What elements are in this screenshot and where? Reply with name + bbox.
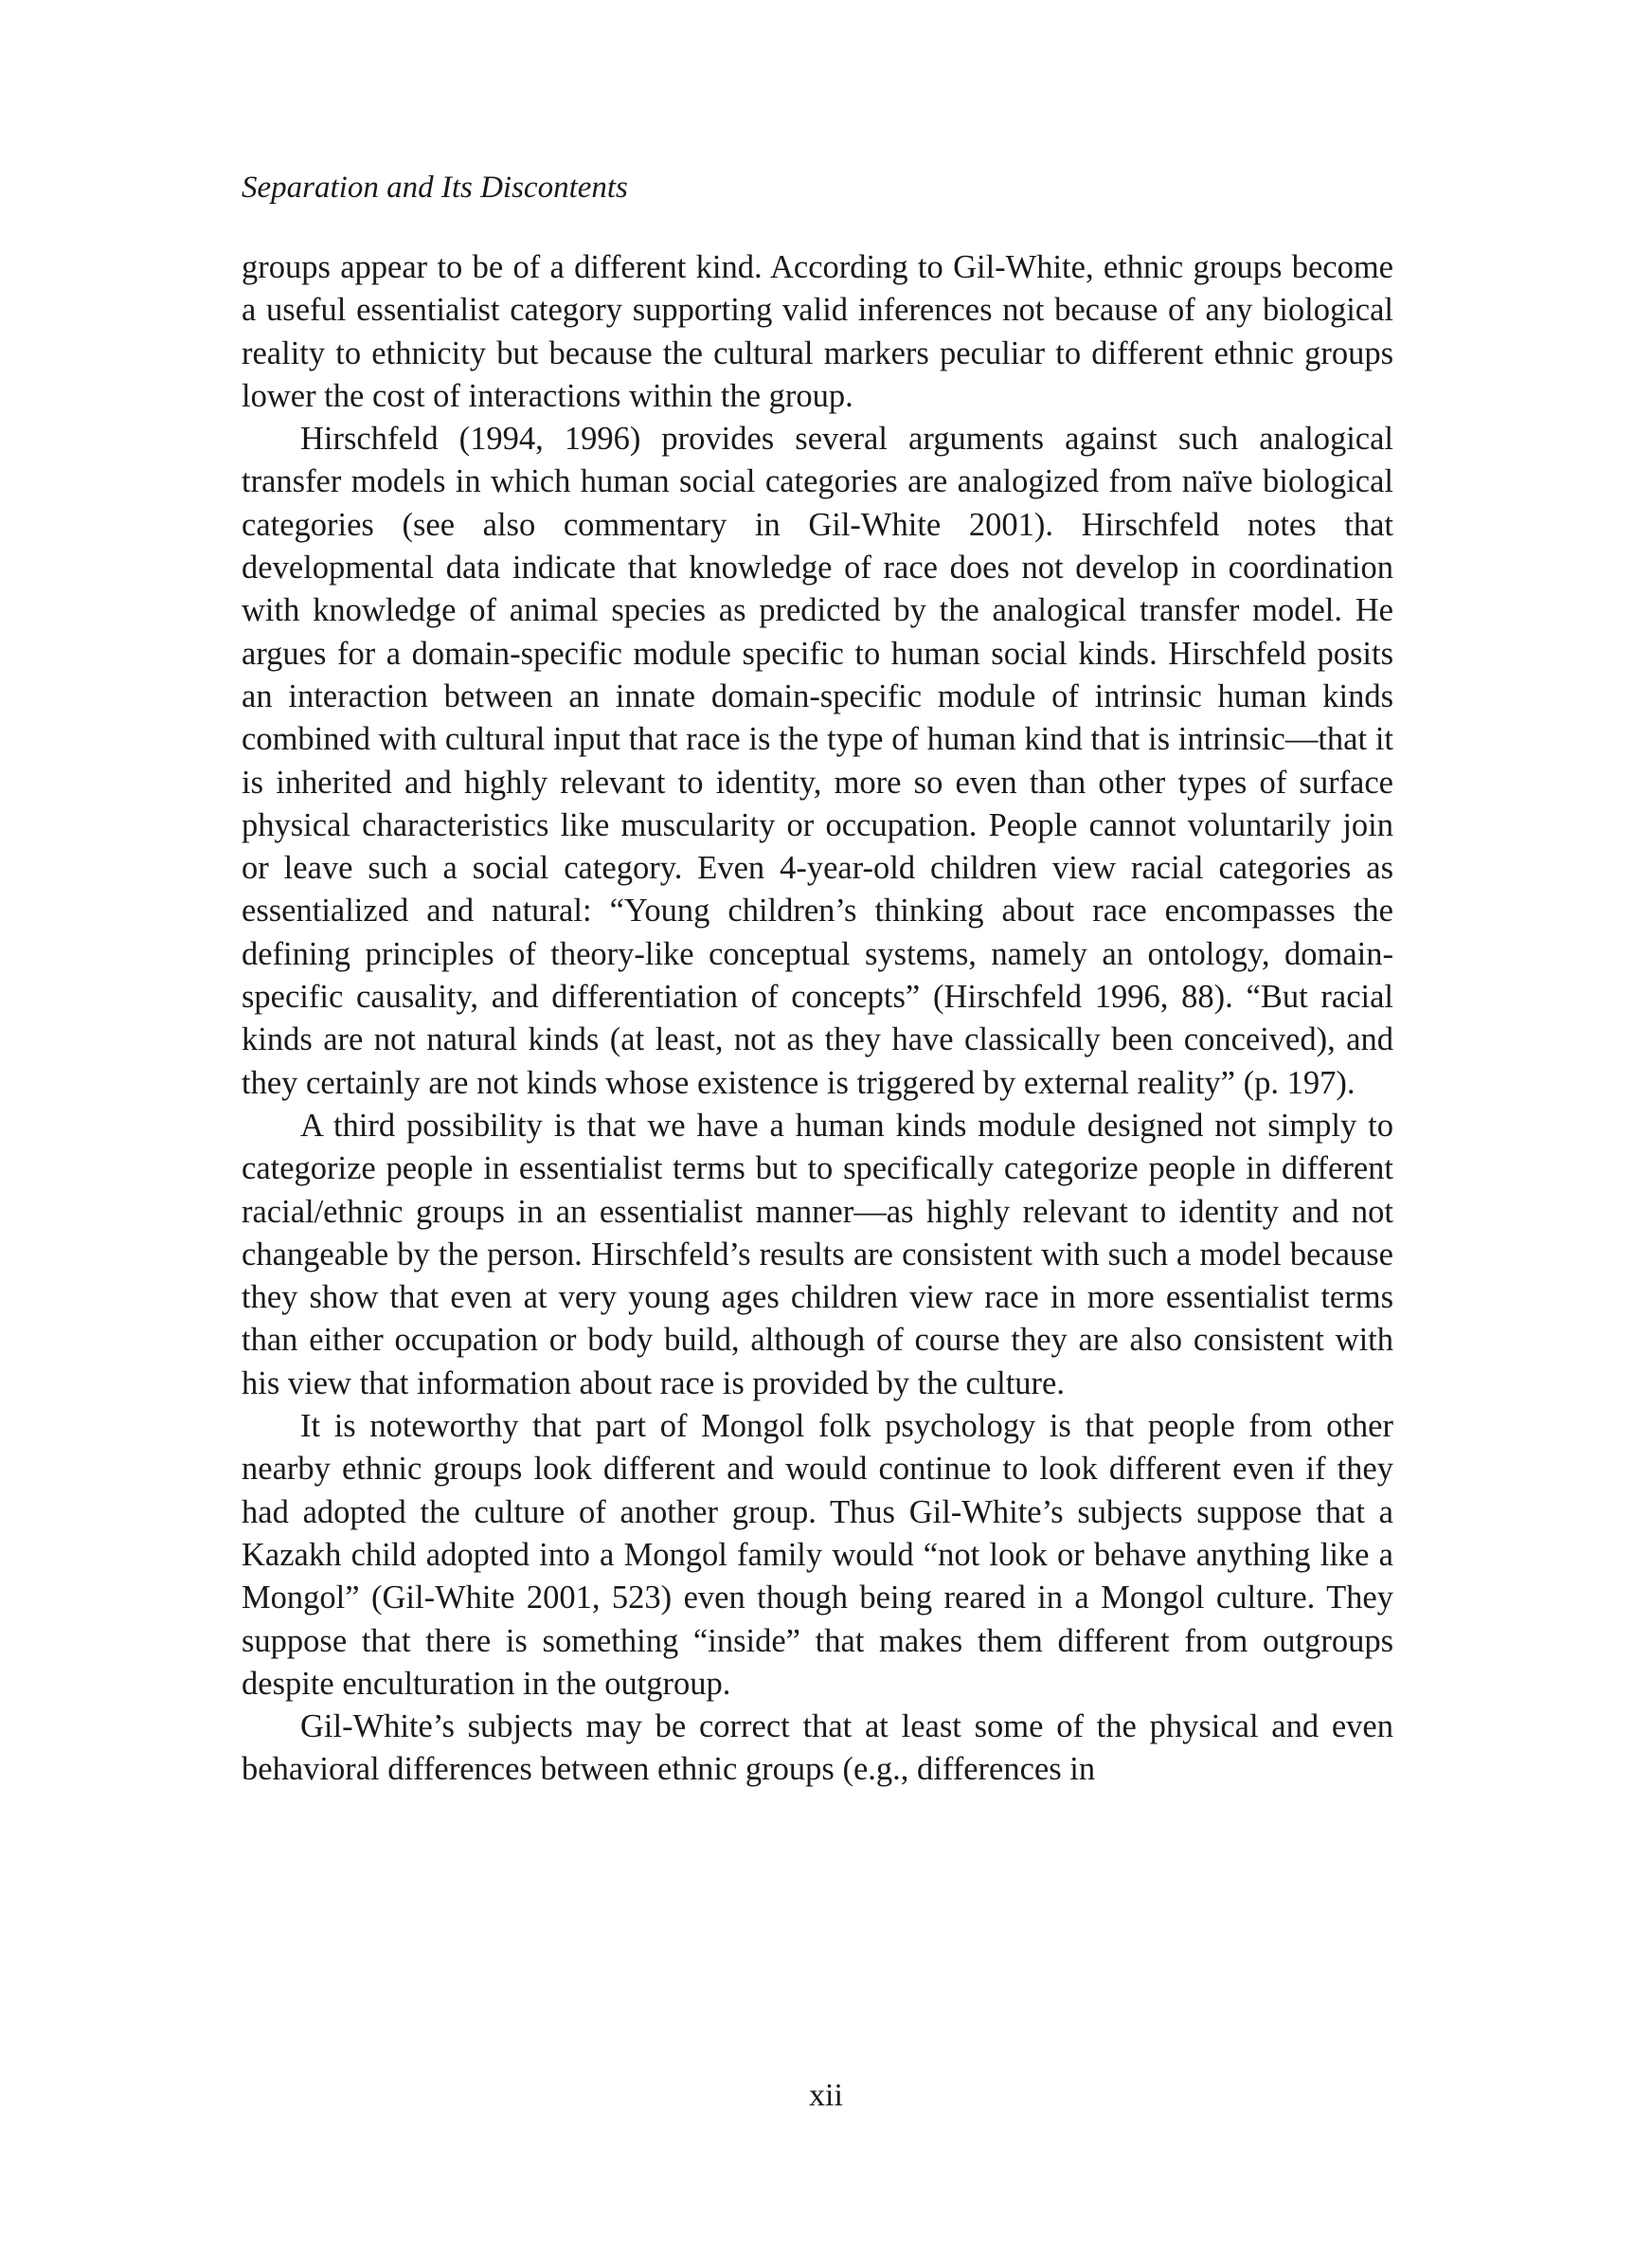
page-number: xii: [809, 2078, 843, 2113]
body-text: [242, 246, 1393, 1792]
running-head-title: Separation and Its Discontents: [242, 171, 628, 205]
paragraph-2: Hirschfeld (1994, 1996) provides several arguments against such analogical transfer models in which human social categories are analogized from naïve biological categories (see also commentary in Gil-White 2001). Hirschfeld notes that developmental data indicate that knowledge of race does not develop in coordination with knowledge of animal species as predicted by the analogical transfer model. He argues for a domain-specific module specific to human social kinds. Hirschfeld posits an interaction between an innate domain-specific module of intrinsic human kinds combined with cultural input that race is the type of human kind that is intrinsic—that it is inherited and highly relevant to identity, more so even than other types of surface physical characteristics like muscularity or occupation. People cannot voluntarily join or leave such a social category. Even 4-year-old children view racial categories as essentialized and natural: “Young children’s thinking about race encompasses the defining principles of theory-like conceptual systems, namely an ontology, domain-specific causality, and differentiation of concepts” (Hirschfeld 1996, 88). “But racial kinds are not natural kinds (at least, not as they have classically been conceived), and they certainly are not kinds whose existence is triggered by external reality” (p. 197).: [242, 421, 1393, 1101]
paragraph-1: groups appear to be of a different kind. According to Gil-White, ethnic groups become a useful essentialist category supporting valid inferences not because of any biological reality to ethnicity but because the cultural markers peculiar to different ethnic groups lower the cost of interactions within the group.: [242, 249, 1393, 414]
paragraph-3: A third possibility is that we have a human kinds module designed not simply to categorize people in essentialist terms but to specifically categorize people in different racial/ethnic groups in an essentialist manner—as highly relevant to identity and not changeable by the person. Hirschfeld’s results are consistent with such a model because they show that even at very young ages children view race in more essentialist terms than either occupation or body build, although of course they are also consistent with his view that information about race is provided by the culture.: [242, 1107, 1393, 1401]
paragraph-5: Gil-White’s subjects may be correct that at least some of the physical and even behavioral differences between ethnic groups (e.g., differences in: [242, 1708, 1393, 1788]
paragraph-4: It is noteworthy that part of Mongol folk psychology is that people from other nearby ethnic groups look different and would continue to look different even if they had adopted the culture of another group. Thus Gil-White’s subjects suppose that a Kazakh child adopted into a Mongol family would “not look or behave anything like a Mongol” (Gil-White 2001, 523) even though being reared in a Mongol culture. They suppose that there is something “inside” that makes them different from outgroups despite enculturation in the outgroup.: [242, 1408, 1393, 1702]
